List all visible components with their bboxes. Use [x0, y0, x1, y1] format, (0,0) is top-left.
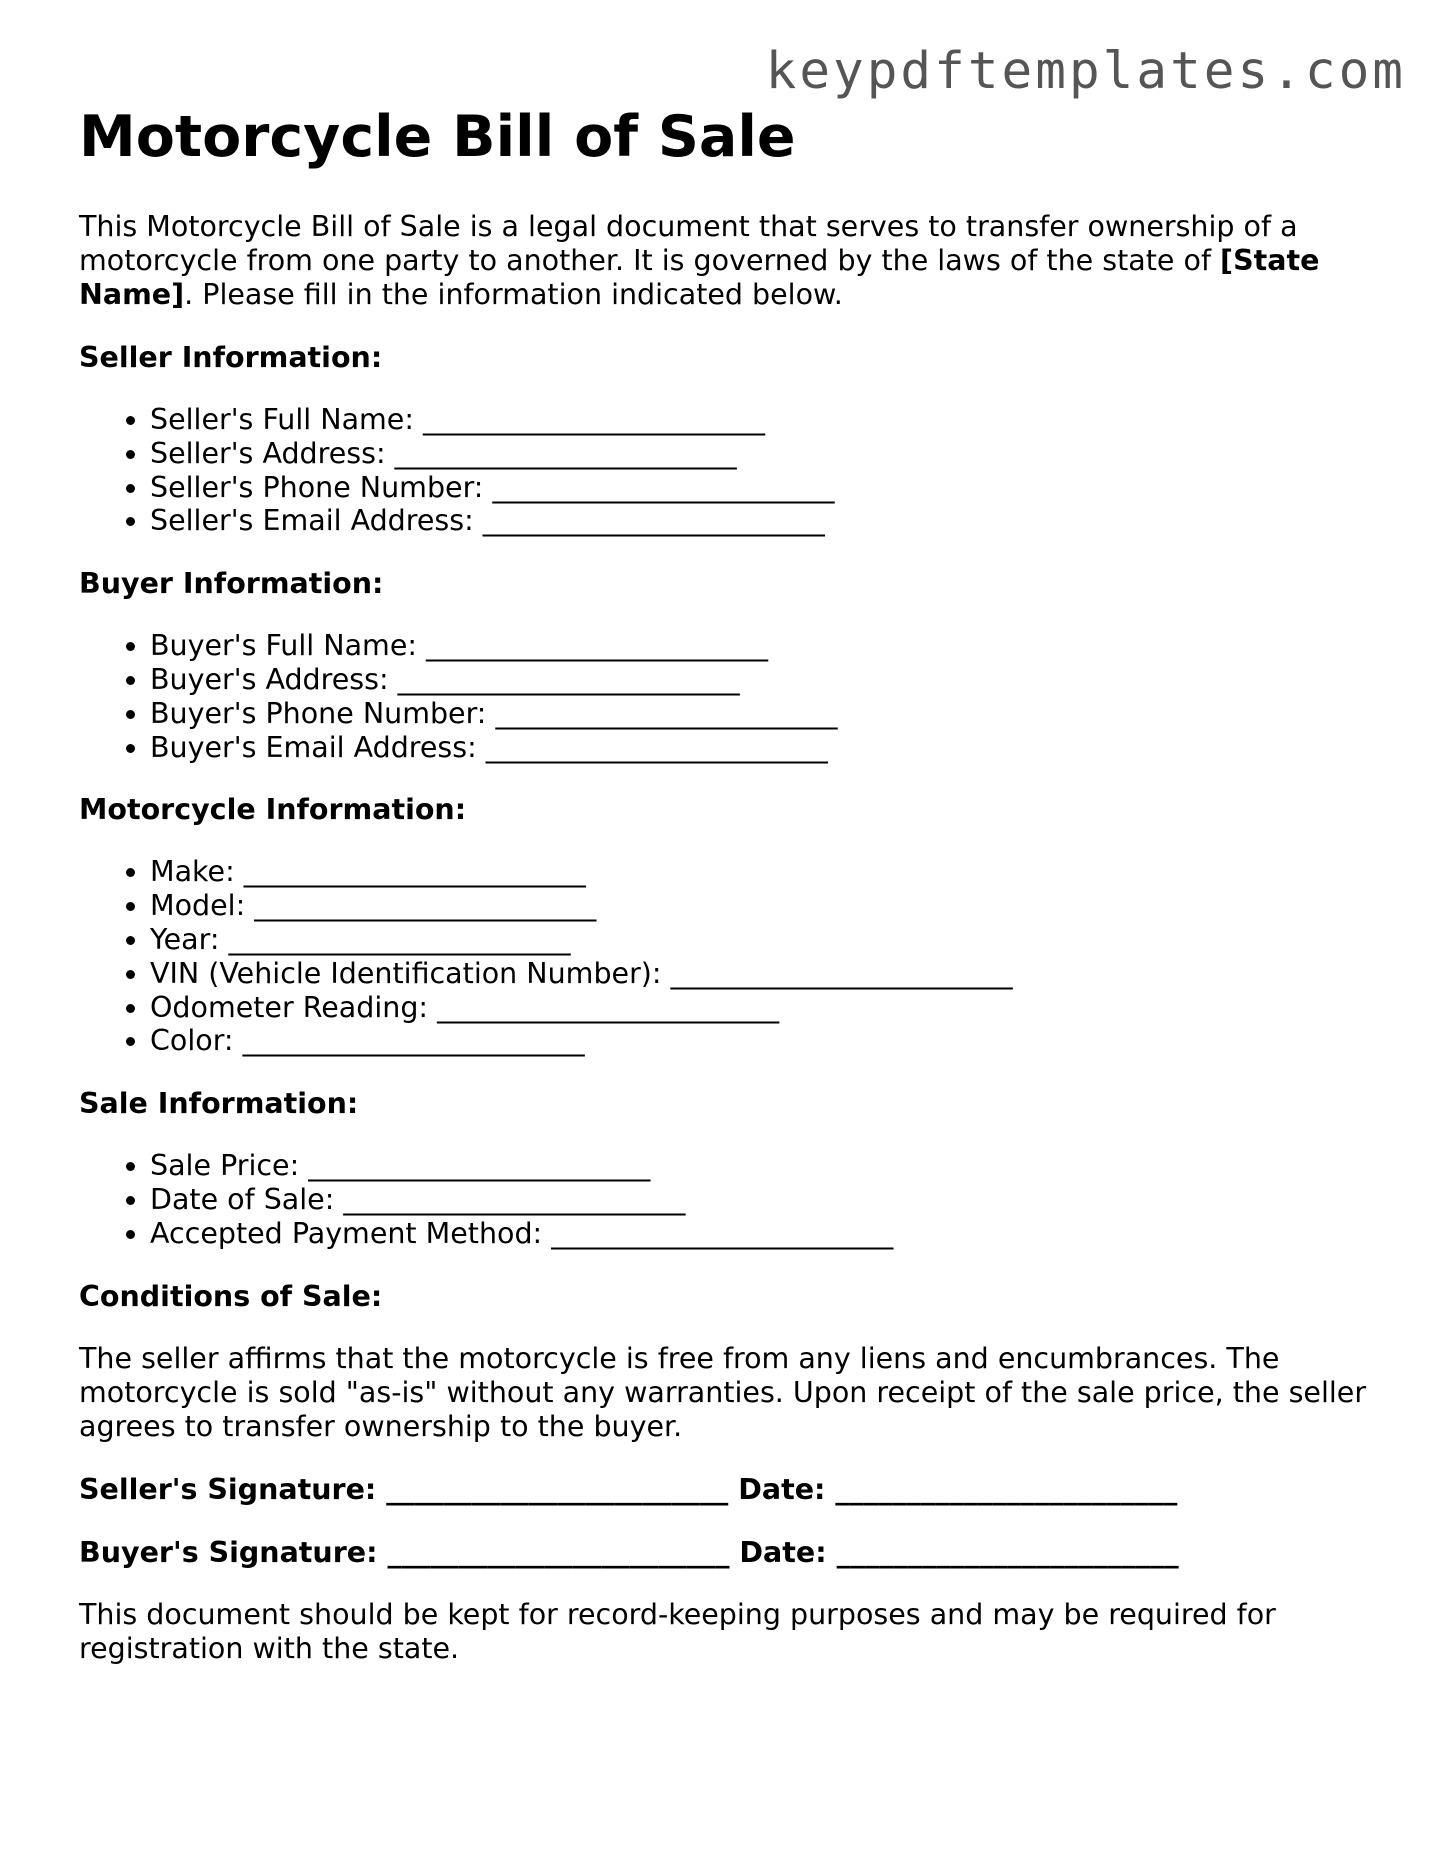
- field-label: Accepted Payment Method:: [150, 1216, 543, 1250]
- buyer-email-field[interactable]: [150, 731, 1369, 765]
- sale-field-list: [79, 1149, 1369, 1250]
- seller-field-list: [79, 403, 1369, 538]
- footer-note: This document should be kept for record-keeping purposes and may be required for registration with the state.: [79, 1597, 1276, 1665]
- fill-in-blank[interactable]: ________________________: [308, 1149, 651, 1183]
- fill-in-blank[interactable]: ________________________: [492, 470, 835, 504]
- conditions-section-heading: Conditions of Sale:: [79, 1279, 383, 1313]
- fill-in-blank[interactable]: ________________________: [243, 855, 586, 889]
- make-field[interactable]: [150, 855, 1369, 889]
- buyer-signature-blank[interactable]: ________________________: [387, 1535, 730, 1569]
- fill-in-blank[interactable]: ________________________: [228, 922, 571, 956]
- field-label: Buyer's Phone Number:: [150, 696, 487, 730]
- buyer-full-name-field[interactable]: [150, 629, 1369, 663]
- fill-in-blank[interactable]: ________________________: [426, 629, 769, 663]
- sale-price-field[interactable]: [150, 1149, 1369, 1183]
- buyer-signature-line: [79, 1536, 1369, 1570]
- field-label: Buyer's Email Address:: [150, 730, 477, 764]
- seller-email-field[interactable]: [150, 504, 1369, 538]
- field-label: Buyer's Full Name:: [150, 629, 417, 663]
- document-page: [79, 104, 1369, 1666]
- seller-full-name-field[interactable]: [150, 403, 1369, 437]
- state-name-placeholder: [State Name]: [79, 244, 1320, 311]
- seller-signature-label: Seller's Signature:: [79, 1472, 377, 1506]
- seller-date-blank[interactable]: ________________________: [835, 1472, 1178, 1506]
- field-label: Model:: [150, 889, 246, 923]
- buyer-phone-field[interactable]: [150, 697, 1369, 731]
- page-title: Motorcycle Bill of Sale: [79, 104, 796, 170]
- intro-text-start: This Motorcycle Bill of Sale is a legal document that serves to transfer ownership of a motorcycle from one party to another. It is governed by the laws of the state of: [79, 210, 1298, 277]
- field-label: Seller's Email Address:: [150, 504, 474, 538]
- fill-in-blank[interactable]: ________________________: [242, 1024, 585, 1058]
- field-label: Date of Sale:: [150, 1182, 335, 1216]
- fill-in-blank[interactable]: ________________________: [551, 1216, 894, 1250]
- date-of-sale-field[interactable]: [150, 1183, 1369, 1217]
- seller-signature-line: [79, 1473, 1369, 1507]
- model-field[interactable]: [150, 889, 1369, 923]
- seller-signature-blank[interactable]: ________________________: [386, 1472, 729, 1506]
- field-label: Year:: [150, 922, 220, 956]
- fill-in-blank[interactable]: ________________________: [670, 956, 1013, 990]
- field-label: Seller's Phone Number:: [150, 470, 484, 504]
- field-label: Color:: [150, 1024, 234, 1058]
- buyer-address-field[interactable]: [150, 663, 1369, 697]
- motorcycle-section-heading: Motorcycle Information:: [79, 793, 467, 827]
- fill-in-blank[interactable]: ________________________: [423, 403, 765, 436]
- payment-method-field[interactable]: [150, 1217, 1369, 1251]
- sale-section-heading: Sale Information:: [79, 1087, 359, 1121]
- field-label: Seller's Address:: [150, 436, 386, 470]
- year-field[interactable]: [150, 923, 1369, 957]
- fill-in-blank[interactable]: ________________________: [254, 889, 597, 923]
- field-label: Make:: [150, 855, 235, 889]
- conditions-paragraph: The seller affirms that the motorcycle is free from any liens and encumbrances. The motorcycle is sold "as-is" without any warranties. Upon receipt of the sale price, the seller agrees to transfer ownership to the buyer.: [79, 1341, 1367, 1443]
- watermark: keypdftemplates.com: [765, 42, 1406, 101]
- buyer-field-list: [79, 629, 1369, 764]
- fill-in-blank[interactable]: ________________________: [343, 1182, 686, 1216]
- odometer-field[interactable]: [150, 991, 1369, 1025]
- vin-field[interactable]: [150, 957, 1369, 991]
- seller-section-heading: Seller Information:: [79, 341, 383, 374]
- buyer-date-blank[interactable]: ________________________: [836, 1535, 1179, 1569]
- fill-in-blank[interactable]: ________________________: [397, 662, 740, 696]
- fill-in-blank[interactable]: ________________________: [437, 990, 780, 1024]
- buyer-section-heading: Buyer Information:: [79, 567, 384, 601]
- buyer-signature-label: Buyer's Signature:: [79, 1535, 378, 1569]
- fill-in-blank[interactable]: ________________________: [485, 730, 828, 764]
- field-label: VIN (Vehicle Identification Number):: [150, 956, 662, 990]
- color-field[interactable]: [150, 1024, 1369, 1058]
- buyer-date-label: Date:: [739, 1535, 827, 1569]
- intro-text-end: . Please fill in the information indicated below.: [184, 278, 843, 311]
- motorcycle-field-list: [79, 855, 1369, 1058]
- seller-date-label: Date:: [738, 1472, 826, 1506]
- field-label: Sale Price:: [150, 1149, 300, 1183]
- fill-in-blank[interactable]: ________________________: [394, 436, 737, 470]
- field-label: Buyer's Address:: [150, 662, 389, 696]
- fill-in-blank[interactable]: ________________________: [495, 696, 838, 730]
- seller-address-field[interactable]: [150, 437, 1369, 471]
- field-label: Seller's Full Name:: [150, 403, 414, 436]
- fill-in-blank[interactable]: ________________________: [482, 504, 825, 538]
- intro-paragraph: [79, 210, 1369, 312]
- seller-phone-field[interactable]: [150, 471, 1369, 505]
- field-label: Odometer Reading:: [150, 990, 429, 1024]
